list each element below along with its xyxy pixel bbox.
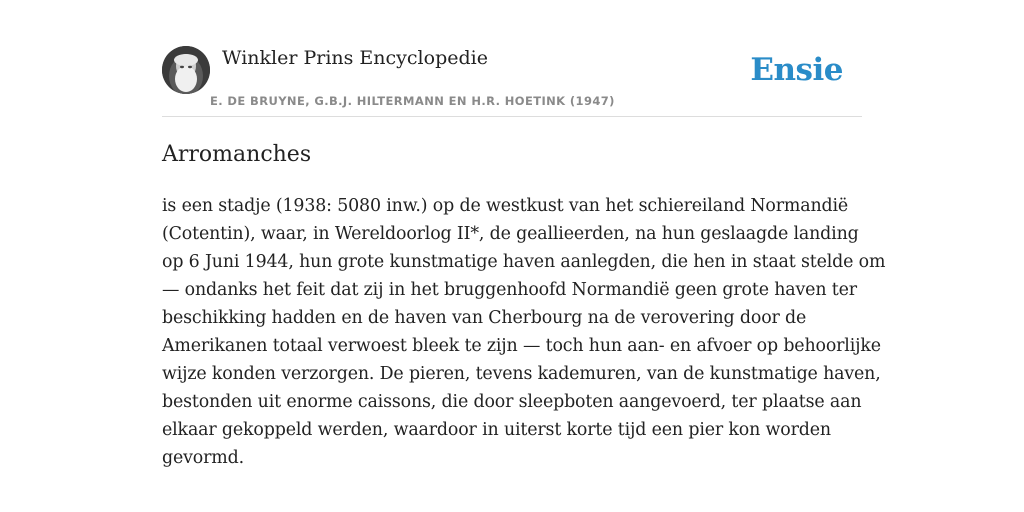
article-body-line: elkaar gekoppeld werden, waardoor in uiterst korte tijd een pier kon worden [162,420,831,440]
publication-title[interactable]: Winkler Prins Encyclopedie [222,47,488,69]
ensie-logo-link[interactable]: Ensie [750,52,843,88]
article-body-line: gevormd. [162,448,244,468]
article-body-line: — ondanks het feit dat zij in het bruggenhoofd Normandië geen grote haven ter [162,280,857,300]
page-header [162,46,862,117]
article-body-line: wijze konden verzorgen. De pieren, tevens kademuren, van de kunstmatige haven, [162,364,881,384]
article-body-line: (Cotentin), waar, in Wereldoorlog II*, de geallieerden, na hun geslaagde landing [162,224,859,244]
article-body-line: op 6 Juni 1944, hun grote kunstmatige haven aanlegden, die hen in staat stelde om [162,252,886,272]
article-body-line: bestonden uit enorme caissons, die door sleepboten aangevoerd, ter plaatse aan [162,392,862,412]
publication-authors: E. DE BRUYNE, G.B.J. HILTERMANN EN H.R. HOETINK (1947) [210,94,615,108]
article-body [162,192,886,472]
article-title: Arromanches [162,142,312,167]
article-body-line: Amerikanen totaal verwoest bleek te zijn — toch hun aan- en afvoer op behoorlijke [162,336,881,356]
author-portrait-icon [162,46,210,94]
article-body-line: is een stadje (1938: 5080 inw.) op de westkust van het schiereiland Normandië [162,196,849,216]
article-body-line: beschikking hadden en de haven van Cherbourg na de verovering door de [162,308,807,328]
